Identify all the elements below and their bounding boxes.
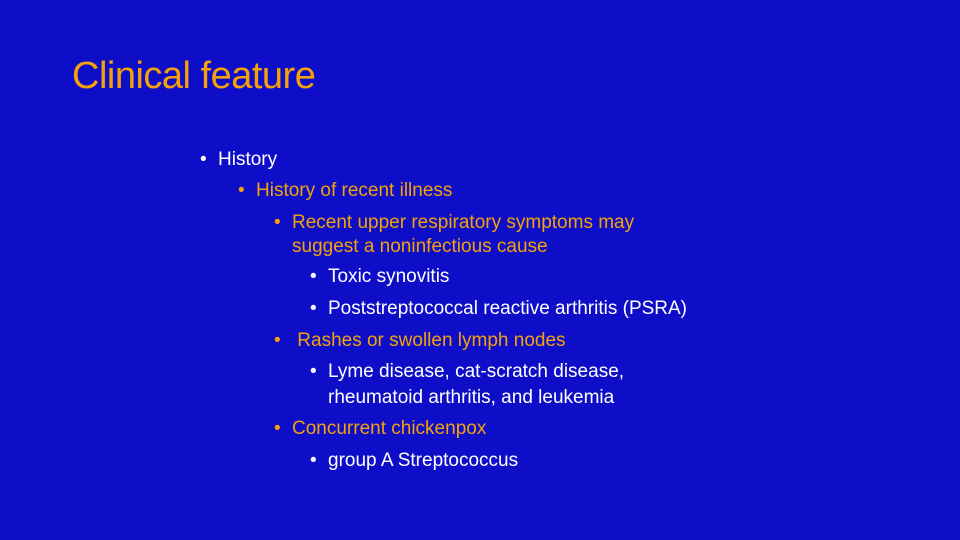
- bullet-marker: •: [310, 266, 317, 287]
- bullet-marker: •: [274, 330, 281, 351]
- bullet-text: rheumatoid arthritis, and leukemia: [328, 387, 615, 408]
- bullet-text: History: [218, 149, 278, 170]
- bullet-marker: •: [274, 418, 281, 439]
- bullet-text: Concurrent chickenpox: [292, 418, 487, 439]
- bullet-marker: •: [274, 212, 281, 233]
- bullet-text: group A Streptococcus: [328, 450, 519, 471]
- bullet-marker: •: [310, 298, 317, 319]
- bullet-marker: •: [310, 361, 317, 382]
- bullet-text: suggest a noninfectious cause: [292, 236, 548, 257]
- bullet-item-psra: [310, 297, 687, 321]
- bullet-marker: •: [238, 180, 245, 201]
- bullet-marker: •: [200, 149, 207, 170]
- bullet-item-recent-illness: [238, 179, 452, 203]
- bullet-text: Poststreptococcal reactive arthritis (PSRA): [328, 298, 688, 319]
- bullet-item-history: [200, 148, 277, 172]
- bullet-item-rashes: [274, 329, 566, 353]
- slide-title: Clinical feature: [72, 55, 316, 97]
- bullet-item-chickenpox: [274, 417, 486, 441]
- bullet-item-lyme-cont: [328, 386, 614, 410]
- bullet-item-group-a-strep: [310, 449, 518, 473]
- bullet-item-upper-respiratory: [274, 211, 634, 235]
- bullet-item-toxic-synovitis: [310, 265, 449, 289]
- bullet-item-upper-respiratory-cont: [292, 235, 548, 259]
- bullet-text: Recent upper respiratory symptoms may: [292, 212, 635, 233]
- bullet-text: Lyme disease, cat-scratch disease,: [328, 361, 625, 382]
- bullet-text: Toxic synovitis: [328, 266, 450, 287]
- bullet-item-lyme: [310, 360, 624, 384]
- bullet-text: History of recent illness: [256, 180, 453, 201]
- bullet-marker: •: [310, 450, 317, 471]
- bullet-text: Rashes or swollen lymph nodes: [292, 330, 566, 351]
